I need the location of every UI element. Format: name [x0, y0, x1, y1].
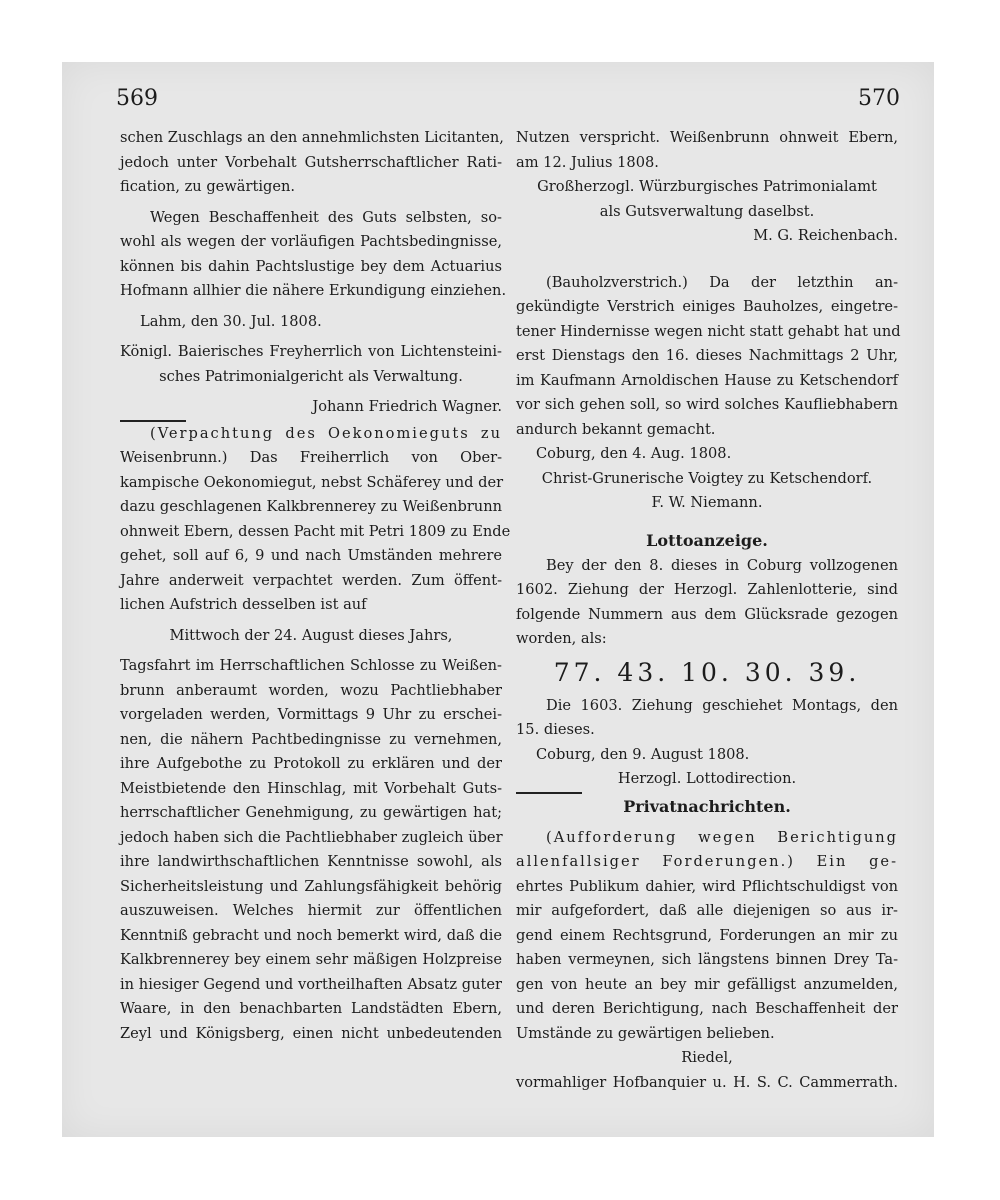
lottery-numbers: 77. 43. 10. 30. 39.: [553, 657, 861, 687]
text-line: vormahliger Hofbanquier u. H. S. C. Cammerrath.: [516, 1073, 898, 1091]
text-line: Kenntniß gebracht und noch bemerkt wird, daß die: [120, 926, 502, 944]
text-line: jedoch unter Vorbehalt Gutsherrschaftlicher Rati-: [120, 153, 502, 171]
text-line: Meistbietende den Hinschlag, mit Vorbehalt Guts-: [120, 779, 502, 797]
right-column: [516, 126, 901, 1095]
text-line: haben vermeynen, sich längstens binnen Drey Ta-: [516, 951, 898, 968]
text-line: auszuweisen. Welches hiermit zur öffentlichen: [120, 902, 502, 919]
text-line: schen Zuschlags an den annehmlichsten Licitanten,: [120, 129, 504, 146]
section-heading: Privatnachrichten.: [623, 796, 791, 816]
text-line: allenfallsiger Forderungen.) Ein ge-: [516, 853, 898, 870]
text-line: (Bauholzverstrich.) Da der letzthin an-: [546, 273, 898, 291]
text-line: erst Dienstags den 16. dieses Nachmittags 2 Uhr,: [516, 347, 898, 364]
text-line: nen, die nähern Pachtbedingnisse zu vernehmen,: [120, 730, 502, 748]
text-line: Kalkbrennerey bey einem sehr mäßigen Holzpreise: [120, 951, 502, 968]
text-line: vorgeladen werden, Vormittags 9 Uhr zu erschei-: [120, 706, 502, 723]
text-line: ehrtes Publikum dahier, wird Pflichtschuldigst von: [516, 877, 898, 895]
text-line: Zeyl und Königsberg, einen nicht unbedeutenden: [120, 1024, 502, 1042]
text-line: andurch bekannt gemacht.: [516, 420, 716, 438]
text-line: worden, als:: [516, 630, 607, 647]
text-line: Coburg, den 4. Aug. 1808.: [536, 445, 732, 462]
text-line: gend einem Rechtsgrund, Forderungen an mir zu: [516, 926, 898, 944]
text-line: Nutzen verspricht. Weißenbrunn ohnweit Ebern,: [516, 129, 898, 146]
text-line: mir aufgefordert, daß alle diejenigen so aus ir-: [516, 902, 898, 919]
text-line: in hiesiger Gegend und vortheilhaften Absatz guter: [120, 975, 502, 993]
page-number-left: 569: [116, 86, 158, 111]
text-line: Waare, in den benachbarten Landstädten Ebern,: [120, 1000, 502, 1017]
text-line: Sicherheitsleistung und Zahlungsfähigkeit behörig: [120, 877, 502, 895]
text-line: als Gutsverwaltung daselbst.: [599, 202, 815, 220]
text-line: fication, zu gewärtigen.: [120, 178, 296, 195]
text-line: können bis dahin Pachtslustige bey dem Actuarius: [120, 257, 502, 275]
text-line: am 12. Julius 1808.: [516, 153, 659, 171]
text-line: und deren Berichtigung, nach Beschaffenheit der: [516, 1000, 898, 1017]
text-line: Die 1603. Ziehung geschiehet Montags, den: [546, 696, 898, 714]
text-line: ihre landwirthschaftlichen Kenntnisse sowohl, als: [120, 853, 502, 870]
text-line: vor sich gehen soll, so wird solches Kaufliebhabern: [516, 396, 898, 413]
text-line: herrschaftlicher Genehmigung, zu gewärtigen hat;: [120, 804, 502, 821]
text-line: 1602. Ziehung der Herzogl. Zahlenlotterie, sind: [516, 581, 898, 598]
page-number-right: 570: [858, 86, 900, 111]
text-line: dazu geschlagenen Kalkbrennerey zu Weißenbrunn: [120, 498, 502, 515]
text-line: gen von heute an bey mir gefälligst anzumelden,: [516, 975, 898, 993]
text-line: Mittwoch der 24. August dieses Jahrs,: [169, 626, 453, 644]
text-line: Weisenbrunn.) Das Freiherrlich von Ober-: [120, 449, 502, 466]
text-line: Johann Friedrich Wagner.: [312, 398, 502, 415]
text-line: kampische Oekonomiegut, nebst Schäferey und der: [120, 473, 504, 491]
text-line: (Verpachtung des Oekonomieguts zu: [150, 424, 502, 442]
text-line: gehet, soll auf 6, 9 und nach Umständen mehrere: [120, 547, 502, 564]
text-line: ihre Aufgebothe zu Protokoll zu erklären und der: [120, 755, 502, 772]
text-line: im Kaufmann Arnoldischen Hause zu Ketschendorf: [516, 371, 898, 389]
text-line: Herzogl. Lottodirection.: [617, 770, 797, 787]
text-line: Hofmann allhier die nähere Erkundigung einziehen.: [120, 282, 507, 299]
text-line: Wegen Beschaffenheit des Guts selbsten, so-: [150, 208, 502, 226]
text-line: tener Hindernisse wegen nicht statt gehabt hat und: [516, 322, 901, 340]
text-line: brunn anberaumt worden, wozu Pachtliebhaber: [120, 681, 502, 699]
left-column: [120, 126, 511, 1046]
text-line: jedoch haben sich die Pachtliebhaber zugleich über: [120, 828, 503, 846]
text-line: Riedel,: [681, 1049, 733, 1066]
text-line: 15. dieses.: [516, 721, 595, 738]
text-line: Lahm, den 30. Jul. 1808.: [140, 312, 322, 330]
text-line: M. G. Reichenbach.: [753, 227, 898, 244]
text-line: F. W. Niemann.: [651, 494, 763, 511]
text-line: ohnweit Ebern, dessen Pacht mit Petri 1809 zu Ende: [120, 522, 511, 540]
text-line: Bey der den 8. dieses in Coburg vollzogenen: [546, 556, 898, 574]
text-line: Königl. Baierisches Freyherrlich von Lichtensteini-: [120, 343, 502, 360]
text-line: wohl als wegen der vorläufigen Pachtsbedingnisse,: [120, 233, 502, 250]
text-line: Christ-Grunerische Voigtey zu Ketschendorf.: [541, 469, 873, 487]
text-line: Großherzogl. Würzburgisches Patrimonialamt: [537, 178, 877, 195]
text-line: (Aufforderung wegen Berichtigung: [546, 828, 898, 846]
text-line: Tagsfahrt im Herrschaftlichen Schlosse zu Weißen-: [120, 657, 502, 674]
text-line: Jahre anderweit verpachtet werden. Zum öffent-: [120, 571, 502, 589]
text-line: sches Patrimonialgericht als Verwaltung.: [159, 367, 463, 385]
text-line: lichen Aufstrich desselben ist auf: [120, 596, 367, 613]
text-line: Umstände zu gewärtigen belieben.: [516, 1024, 775, 1042]
text-line: folgende Nummern aus dem Glücksrade gezogen: [516, 605, 898, 623]
section-heading: Lottoanzeige.: [646, 530, 768, 550]
text-line: Coburg, den 9. August 1808.: [536, 745, 750, 763]
text-line: gekündigte Verstrich einiges Bauholzes, eingetre-: [516, 298, 898, 315]
